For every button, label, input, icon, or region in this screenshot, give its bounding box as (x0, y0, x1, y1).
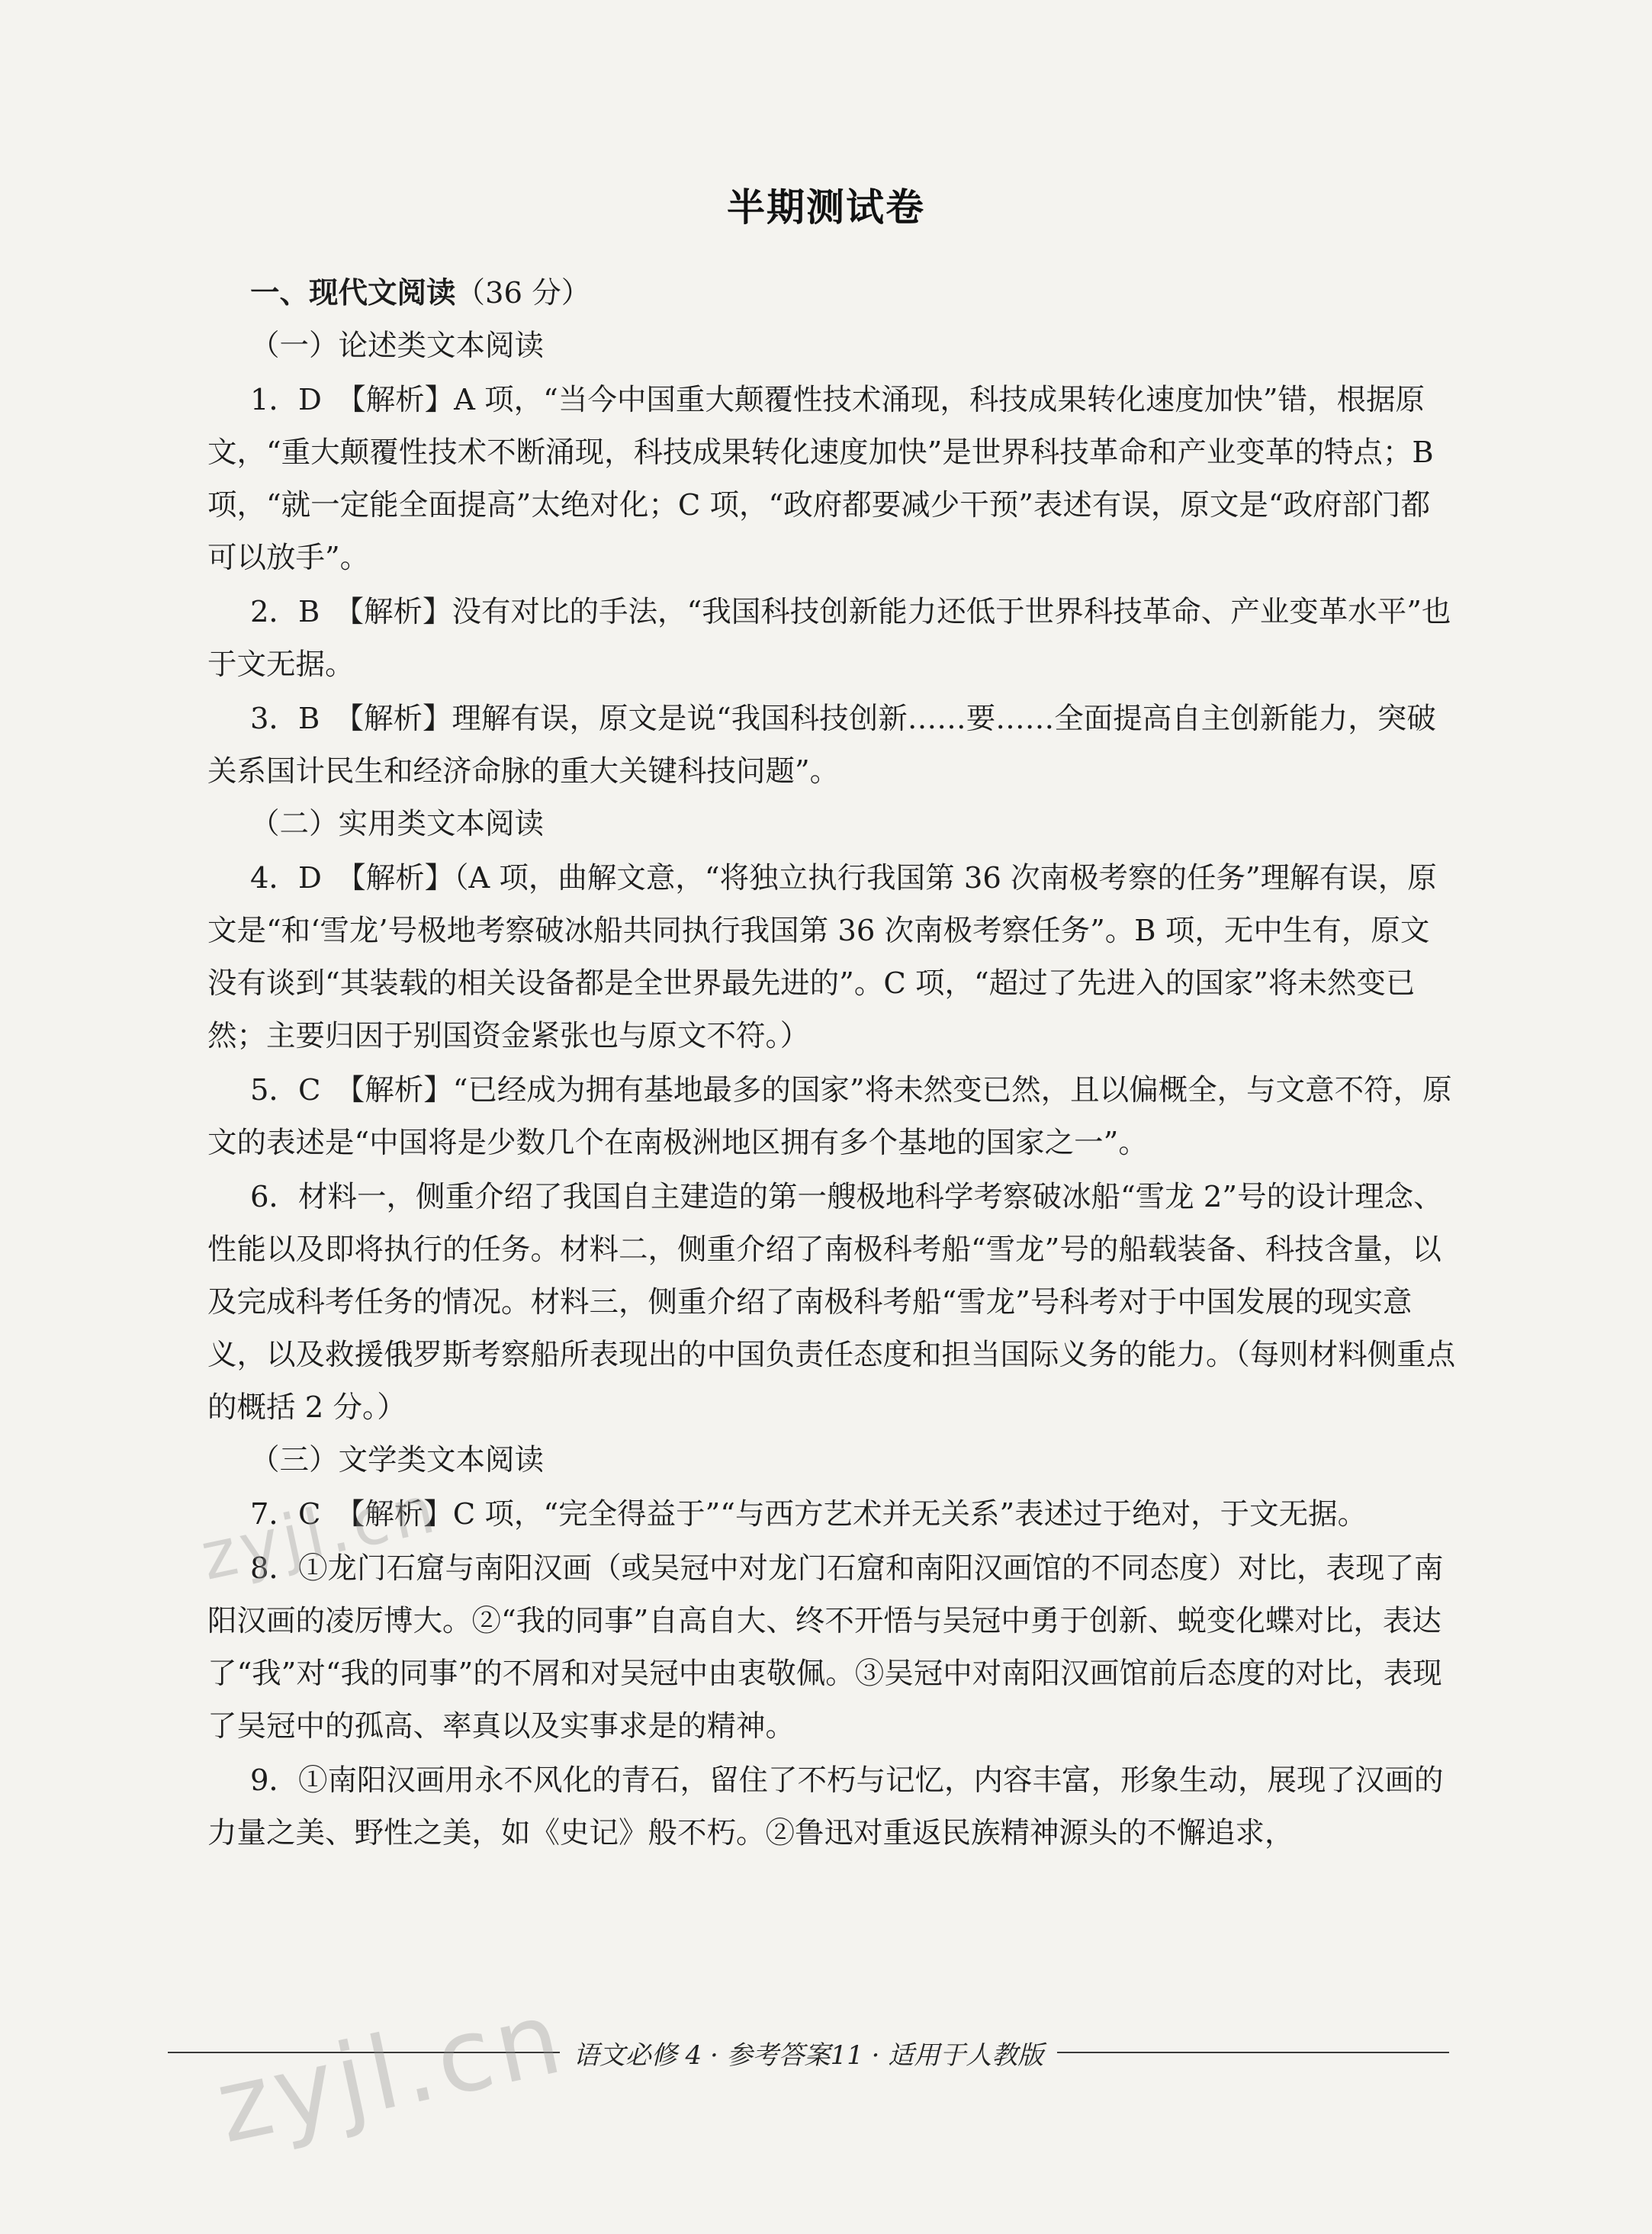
page-footer (168, 2033, 1449, 2072)
answer-q6: 6．材料一，侧重介绍了我国自主建造的第一艘极地科学考察破冰船“雪龙 2”号的设计理念、性能以及即将执行的任务。材料二，侧重介绍了南极科考船“雪龙”号的船载装备、科技含量，以及完成科考任务的情况。材料三，侧重介绍了南极科考船“雪龙”号科考对于中国发展的现实意义，以及救援俄罗斯考察船所表现出的中国负责任态度和担当国际义务的能力。（每则材料侧重点的概括 2 分。） (207, 1180, 1456, 1425)
answer-q4: 4．D 【解析】（A 项，曲解文意，“将独立执行我国第 36 次南极考察的任务”理解有误，原文是“和‘雪龙’号极地考察破冰船共同执行我国第 36 次南极考察任务”。B 项，无中生有，原文没有谈到“其装载的相关设备都是全世界最先进的”。C 项，“超过了先进入的国家”将未然变已然；主要归因于别国资金紧张也与原文不符。） (207, 861, 1437, 1053)
answer-q8: 8．①龙门石窟与南阳汉画（或吴冠中对龙门石窟和南阳汉画馆的不同态度）对比，表现了南阳汉画的凌厉博大。②“我的同事”自高自大、终不开悟与吴冠中勇于创新、蜕变化蝶对比，表达了“我”对“我的同事”的不屑和对吴冠中由衷敬佩。③吴冠中对南阳汉画馆前后态度的对比，表现了吴冠中的孤高、率真以及实事求是的精神。 (207, 1551, 1444, 1744)
footer-text: 语文必修 4 · 参考答案11 · 适用于人教版 (573, 2040, 1044, 2071)
subsection-heading-2: （二）实用类文本阅读 (250, 807, 545, 841)
answer-content (207, 267, 1458, 1860)
footer-rule-left (168, 2052, 560, 2053)
subsection-heading-3: （三）文学类文本阅读 (250, 1443, 545, 1477)
answer-q9: 9．①南阳汉画用永不风化的青石，留住了不朽与记忆，内容丰富，形象生动，展现了汉画的力量之美、野性之美，如《史记》般不朽。②鲁迅对重返民族精神源头的不懈追求， (207, 1763, 1444, 1850)
watermark: zyjl.cn (207, 1978, 575, 2167)
answer-q5: 5．C 【解析】“已经成为拥有基地最多的国家”将未然变已然，且以偏概全，与文意不符，原文的表述是“中国将是少数几个在南极洲地区拥有多个基地的国家之一”。 (207, 1073, 1452, 1160)
watermark: zyjl.cn (194, 1471, 445, 1596)
section-heading (207, 267, 1458, 320)
answer-q3: 3．B 【解析】理解有误，原文是说“我国科技创新……要……全面提高自主创新能力，突破关系国计民生和经济命脉的重大关键科技问题”。 (207, 702, 1436, 789)
answer-q7: 7．C 【解析】C 项，“完全得益于”“与西方艺术并无关系”表述过于绝对，于文无据。 (250, 1497, 1368, 1532)
footer-rule-right (1057, 2052, 1449, 2053)
page-title: 半期测试卷 (727, 185, 925, 230)
subsection-heading-1: （一）论述类文本阅读 (250, 329, 545, 363)
answer-q1: 1．D 【解析】A 项，“当今中国重大颠覆性技术涌现，科技成果转化速度加快”错，根据原文，“重大颠覆性技术不断涌现，科技成果转化速度加快”是世界科技革命和产业变革的特点；B 项，“就一定能全面提高”太绝对化；C 项，“政府都要减少干预”表述有误，原文是“政府部门都可以放手”。 (207, 383, 1434, 575)
section-score: （36 分） (455, 276, 591, 310)
answer-q2: 2．B 【解析】没有对比的手法，“我国科技创新能力还低于世界科技革命、产业变革水平”也于文无据。 (207, 595, 1451, 682)
section-heading-text: 一、现代文阅读 (250, 276, 456, 310)
